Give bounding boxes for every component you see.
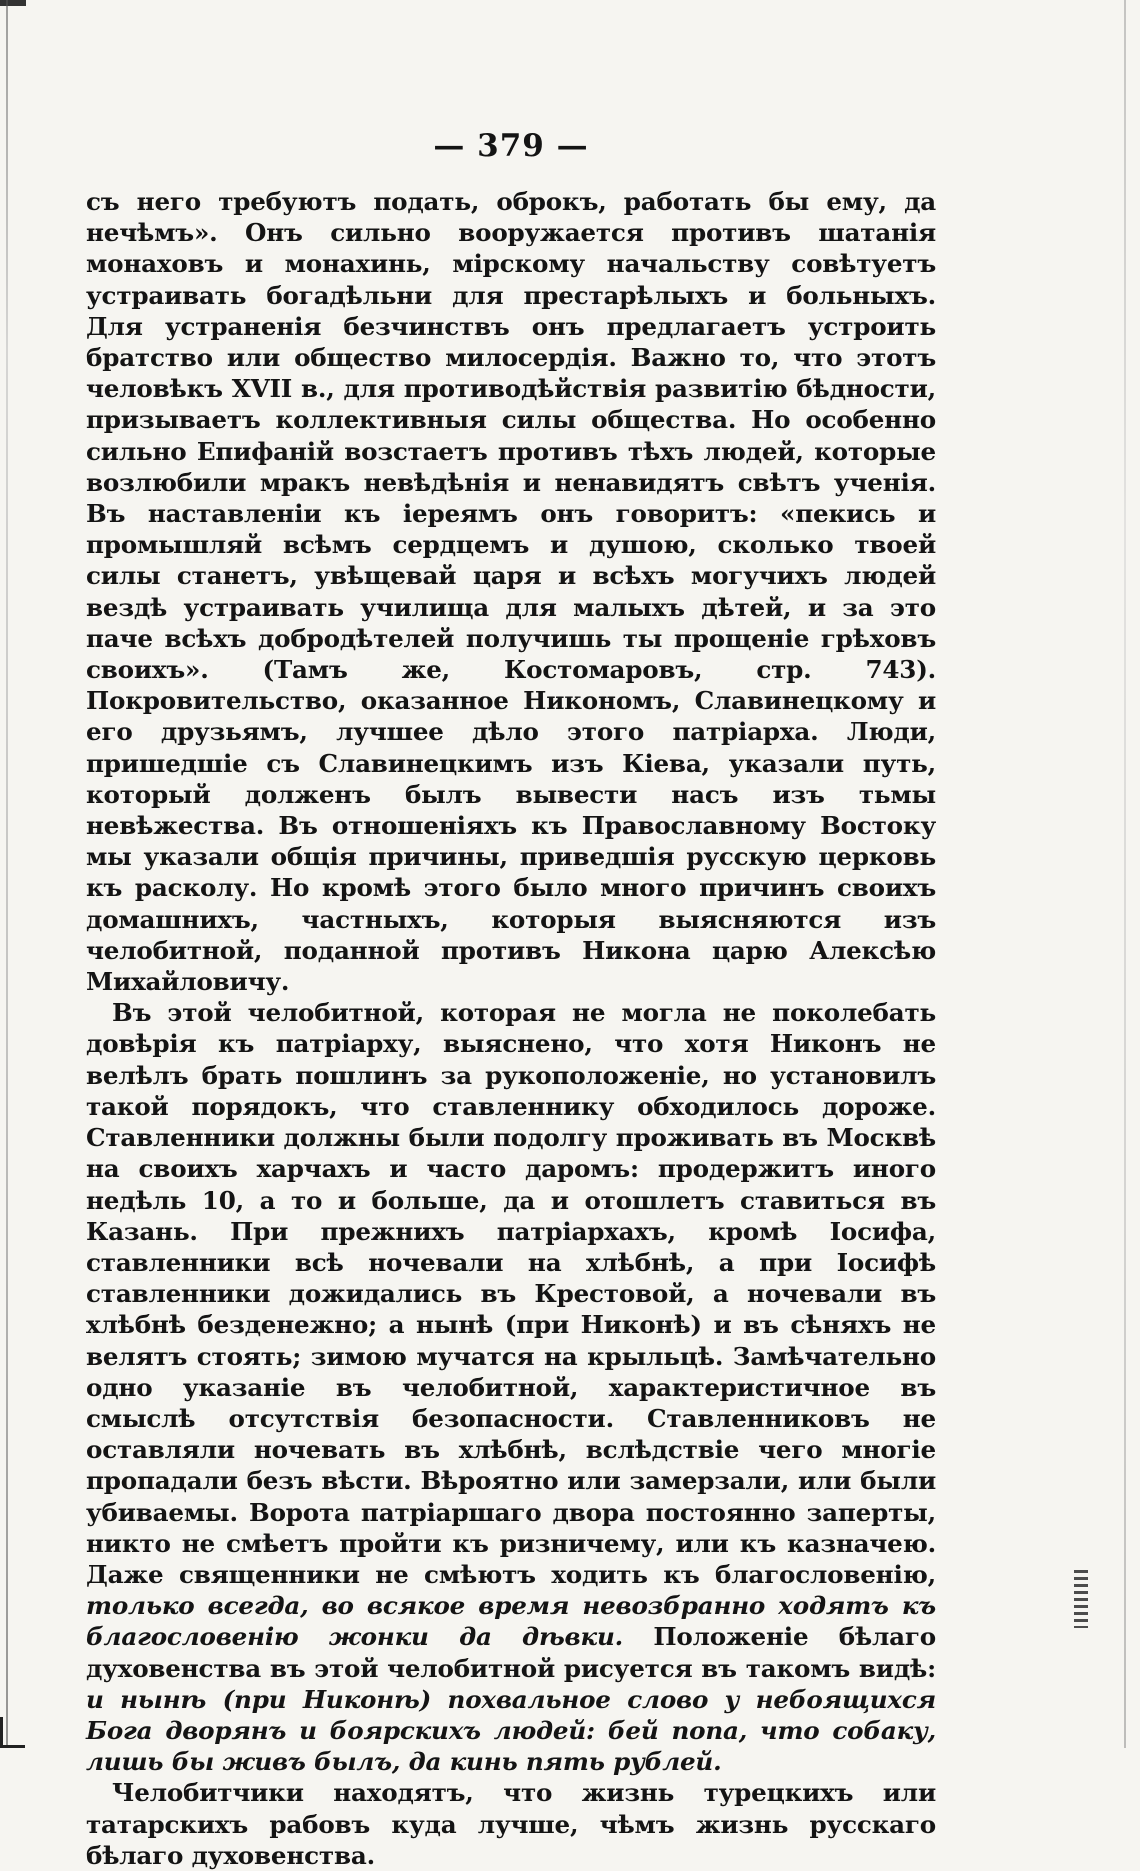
paragraph-2 bbox=[86, 997, 936, 1777]
scan-edge-right bbox=[1124, 0, 1126, 1748]
scan-corner-mark-bottom bbox=[0, 1717, 25, 1748]
paragraph-2-italic-quote-2: и нынѣ (при Никонѣ) похвальное слово у небоящихся Бога дворянъ и боярскихъ людей: бей попа, что собаку, лишь бы живъ былъ, да кинь пять рублей. bbox=[86, 1684, 936, 1777]
page-number: — 379 — bbox=[433, 128, 589, 164]
paragraph-1 bbox=[86, 186, 936, 997]
margin-print-fragment bbox=[1074, 1570, 1088, 1628]
paragraph-1-text: съ него требуютъ подать, оброкъ, работать бы ему, да нечѣмъ». Онъ сильно вооружается противъ шатанія монаховъ и монахинь, мірскому начальству совѣтуетъ устраивать богадѣльни для престарѣлыхъ и больныхъ. Для устраненія безчинствъ онъ предлагаетъ устроить братство или общество милосердія. Важно то, что этотъ человѣкъ XVII в., для противодѣйствія развитію бѣдности, призываетъ коллективныя силы общества. Но особенно сильно Епифаній возстаетъ противъ тѣхъ людей, которые возлюбили мракъ невѣдѣнія и ненавидятъ свѣтъ ученія. Въ наставленіи къ іереямъ онъ говоритъ: «пекись и промышляй всѣмъ сердцемъ и душою, сколько твоей силы станетъ, увѣщевай царя и всѣхъ могучихъ людей вездѣ устраивать училища для малыхъ дѣтей, и за это паче всѣхъ добродѣтелей получишь ты прощеніе грѣховъ своихъ». (Тамъ же, Костомаровъ, стр. 743). Покровительство, оказанное Никономъ, Славинецкому и его друзьямъ, лучшее дѣло этого патріарха. Люди, пришедшіе съ Славинецкимъ изъ Кіева, указали путь, который долженъ былъ вывести насъ изъ тьмы невѣжества. Въ отношеніяхъ къ Православному Востоку мы указали общія причины, приведшія русскую церковь къ расколу. Но кромѣ этого было много причинъ своихъ домашнихъ, частныхъ, которыя выясняются изъ челобитной, поданной противъ Никона царю Алексѣю Михайловичу. bbox=[86, 187, 936, 997]
scan-edge-left bbox=[6, 0, 8, 1748]
paragraph-2-text: Въ этой челобитной, которая не могла не поколебать довѣрія къ патріарху, выяснено, что хотя Никонъ не велѣлъ брать пошлинъ за рукоположеніе, но установилъ такой порядокъ, что ставленнику обходилось дороже. Ставленники должны были подолгу проживать въ Москвѣ на своихъ харчахъ и часто даромъ: продержитъ иного недѣль 10, а то и больше, да и отошлетъ ставиться въ Казань. При прежнихъ патріархахъ, кромѣ Іосифа, ставленники всѣ ночевали на хлѣбнѣ, а при Іосифѣ ставленники дожидались въ Крестовой, а ночевали въ хлѣбнѣ безденежно; а нынѣ (при Никонѣ) и въ сѣняхъ не велятъ стоять; зимою мучатся на крыльцѣ. Замѣчательно одно указаніе въ челобитной, характеристичное въ смыслѣ отсутствія безопасности. Ставленниковъ не оставляли ночевать въ хлѣбнѣ, вслѣдствіе чего многіе пропадали безъ вѣсти. Вѣроятно или замерзали, или были убиваемы. Ворота патріаршаго двора постоянно заперты, никто не смѣетъ пройти къ ризничему, или къ казначею. Даже священники не смѣютъ ходить къ благословенію, bbox=[86, 998, 936, 1589]
paragraph-2-text-b: Положеніе бѣлаго духовенства въ этой челобитной рисуется въ такомъ видѣ: bbox=[86, 1622, 936, 1683]
paragraph-3-text: Челобитчики находятъ, что жизнь турецкихъ или татарскихъ рабовъ куда лучше, чѣмъ жизнь русскаго бѣлаго духовенства. bbox=[86, 1778, 936, 1870]
paragraph-2-italic-quote-1: только всегда, во всякое время невозбранно ходятъ къ благословенію жонки да дѣвки. bbox=[86, 1591, 936, 1652]
scan-corner-mark bbox=[0, 0, 26, 6]
paragraph-3 bbox=[86, 1777, 936, 1871]
page-body bbox=[86, 128, 936, 1871]
